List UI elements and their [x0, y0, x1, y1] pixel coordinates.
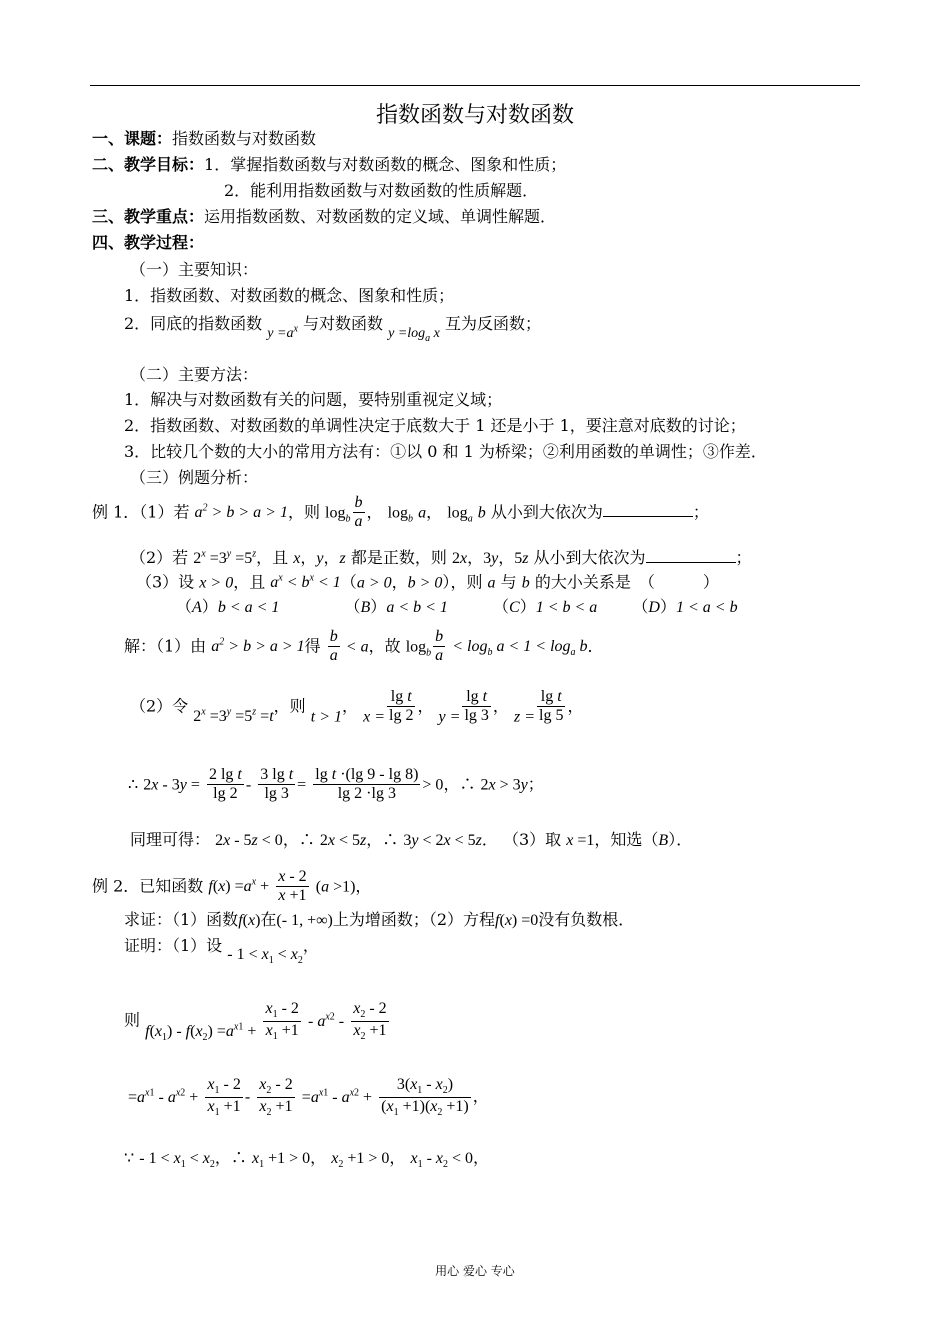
knowledge-heading: （一）主要知识：: [130, 260, 259, 279]
solution-1: 解：（1）由 $a^2 > b > a > 1$得 $\frac{b}{a}$ < a，故 $\log_b$ $\frac{b}{a}$ < $\log_b a < 1 < \log_a b$．: [124, 628, 604, 665]
solution-2: （2）令 $2^x =3^y =5^z =t$，则 t > 1， x = $\frac{\text{lg t}}{\lg 2}$ ， y = $\frac{\text{lg t}}{\lg 3}$ ， z = $\frac{\text{lg t}}{\lg 5}$ ，: [130, 688, 584, 726]
example-1-part-1: 例 1．（1）若 $a^2 > b > a > 1$，则 $\log_b$ $\frac{b}{a}$ ， $\log_b a$， $\log_a b$ 从小到大依次为 ；: [92, 494, 709, 531]
knowledge-item-2: 2．同底的指数函数 $y =a^x$ 与对数函数 $y =\log_a$ x 互为反函数；: [124, 314, 541, 344]
proof-setup: 证明：（1）设 - $1 < x_1 < x_2$，: [124, 936, 319, 967]
top-rule: [90, 85, 860, 86]
page-title: 指数函数与对数函数: [375, 103, 574, 128]
example-2: 例 2．已知函数 $f(x) =a^x$ + $\frac{x - 2}{x +1}$ (a >1)，: [92, 868, 372, 905]
methods-item-2: 2．指数函数、对数函数的单调性决定于底数大于 1 还是小于 1，要注意对底数的讨论；: [124, 416, 746, 435]
methods-heading: （二）主要方法：: [130, 365, 259, 384]
section-topic: 一、课题：指数函数与对数函数: [92, 129, 317, 148]
solution-2-conclusion: 同理可得： 2x - 5z < 0，∴ 2x < 5z，∴ 3y < 2x < 5z． （3）取 x =1，知选（B）．: [130, 830, 693, 849]
methods-item-3: 3．比较几个数的大小的常用方法有：①以 0 和 1 为桥梁；②利用函数的单调性；③作差．: [124, 442, 767, 461]
example-2-statement: 求证：（1）函数f(x)在(- 1, +∞)上为增函数；（2）方程f(x) =0没有负数根．: [124, 910, 635, 929]
page-footer: 用心 爱心 专心: [435, 1264, 515, 1278]
section-process: 四、教学过程：: [92, 233, 205, 252]
knowledge-item-1: 1．指数函数、对数函数的概念、图象和性质；: [124, 286, 455, 305]
section-objectives: 二、教学目标：1．掌握指数函数与对数函数的概念、图象和性质；: [92, 155, 567, 174]
proof-step-1: 则 $f(x_1) - f(x_2) =a^{x1}$ + $\frac{x_1 - 2}{x_1 +1}$ - $a^{x2}$ - $\frac{x_2 - 2}{x_2 +1}$: [124, 1000, 387, 1043]
methods-item-1: 1．解决与对数函数有关的问题，要特别重视定义域；: [124, 390, 503, 409]
objective-2: 2．能利用指数函数与对数函数的性质解题．: [224, 181, 539, 200]
proof-step-3: ∵ - $1 < x_1 < x_2$，∴ $x_1 +1 > 0$， $x_2 +1 > 0$， $x_1 - x_2 < 0$，: [124, 1148, 490, 1171]
example-1-options: （A）b < a < 1 （B）a < b < 1 （C）1 < b < a （D）1 < a < b: [176, 597, 738, 616]
example-1-part-3: （3）设 x > 0，且 $a^x < b^x < 1(a > 0$，b > 0），则 a 与 b 的大小关系是 （ ）: [136, 572, 719, 592]
examples-heading: （三）例题分析：: [130, 468, 259, 487]
solution-2-derivation: ∴ 2x - 3y = $\frac{\text{2 lg t}}{\lg 2}$ - $\frac{\text{3 lg t}}{\lg 3}$ = $\frac{\text{lg t ·(lg 9 - lg 8)}}{\lg 2 \cdot\lg 3}$ > 0，∴ 2x > 3y；: [128, 766, 544, 803]
example-1-part-2: （2）若 $2^x =3^y =5^z$，且 x，y，z 都是正数，则 2x，3y，5z 从小到大依次为 ；: [130, 548, 752, 567]
section-keypoints: 三、教学重点：运用指数函数、对数函数的定义域、单调性解题．: [92, 207, 557, 226]
proof-step-2: $=a^{x1} - a^{x2}$ + $\frac{x_1 - 2}{x_1 +1}$ - $\frac{x_2 - 2}{x_2 +1}$ $=a^{x1} - a^{x2}$ + $\frac{3(x_1 - x_2)}{(x_1 +1)(x_2 +1)}$ ，: [128, 1076, 489, 1118]
